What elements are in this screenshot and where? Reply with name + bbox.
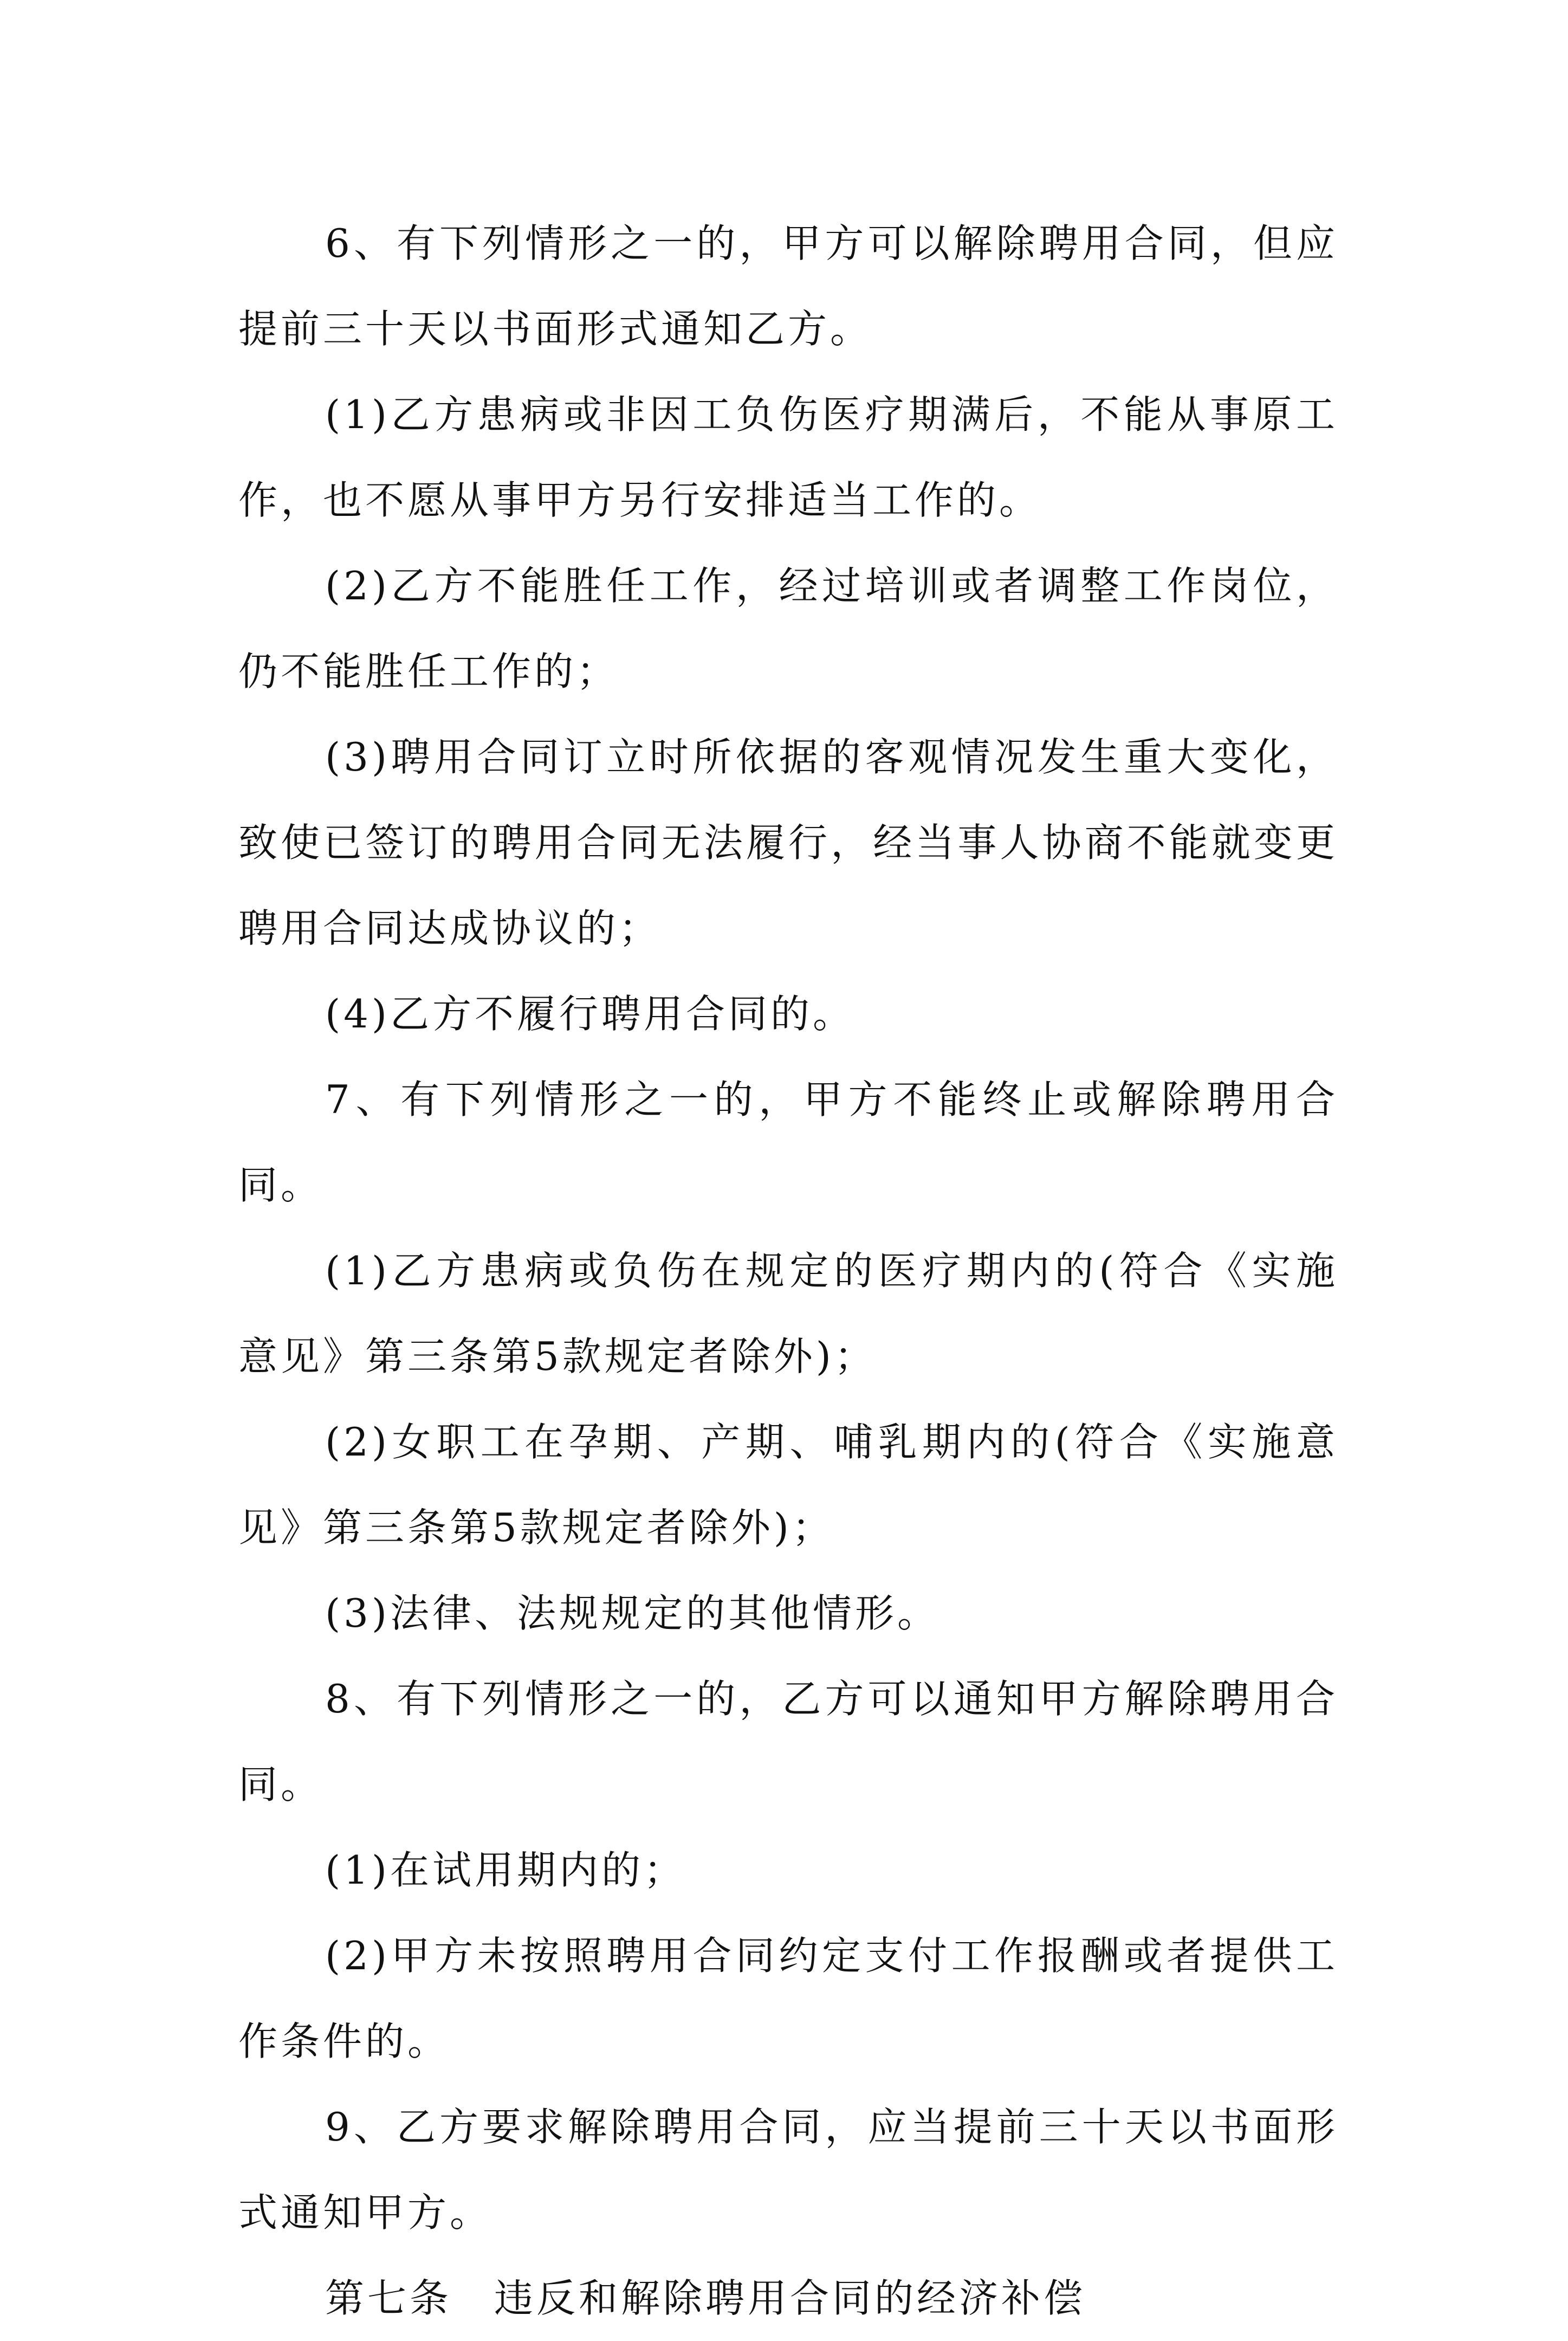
clause-6-item-3: (3)聘用合同订立时所依据的客观情况发生重大变化，致使已签订的聘用合同无法履行，经当事人协商不能就变更聘用合同达成协议的； xyxy=(238,734,1338,951)
clause-8-item-2: (2)甲方未按照聘用合同约定支付工作报酬或者提供工作条件的。 xyxy=(238,1933,1338,2064)
document-body xyxy=(238,201,1338,2341)
clause-7-item-3: (3)法律、法规规定的其他情形。 xyxy=(325,1590,939,1636)
clause-6-item-4: (4)乙方不履行聘用合同的。 xyxy=(325,991,855,1037)
clause-6-item-2: (2)乙方不能胜任工作，经过培训或者调整工作岗位，仍不能胜任工作的； xyxy=(238,563,1338,694)
clause-7: 7、有下列情形之一的，甲方不能终止或解除聘用合同。 xyxy=(238,1077,1338,1208)
clause-6: 6、有下列情形之一的，甲方可以解除聘用合同，但应提前三十天以书面形式通知乙方。 xyxy=(238,221,1338,352)
clause-7-item-2: (2)女职工在孕期、产期、哺乳期内的(符合《实施意见》第三条第5款规定者除外)； xyxy=(238,1419,1338,1550)
clause-9: 9、乙方要求解除聘用合同，应当提前三十天以书面形式通知甲方。 xyxy=(238,2104,1338,2235)
article-7-heading: 第七条 违反和解除聘用合同的经济补偿 xyxy=(325,2275,1086,2321)
clause-7-item-1: (1)乙方患病或负伤在规定的医疗期内的(符合《实施意见》第三条第5款规定者除外)； xyxy=(238,1248,1338,1379)
clause-8-item-1: (1)在试用期内的； xyxy=(325,1847,686,1893)
clause-6-item-1: (1)乙方患病或非因工负伤医疗期满后，不能从事原工作，也不愿从事甲方另行安排适当工作的。 xyxy=(238,392,1338,523)
clause-8: 8、有下列情形之一的，乙方可以通知甲方解除聘用合同。 xyxy=(238,1676,1338,1807)
